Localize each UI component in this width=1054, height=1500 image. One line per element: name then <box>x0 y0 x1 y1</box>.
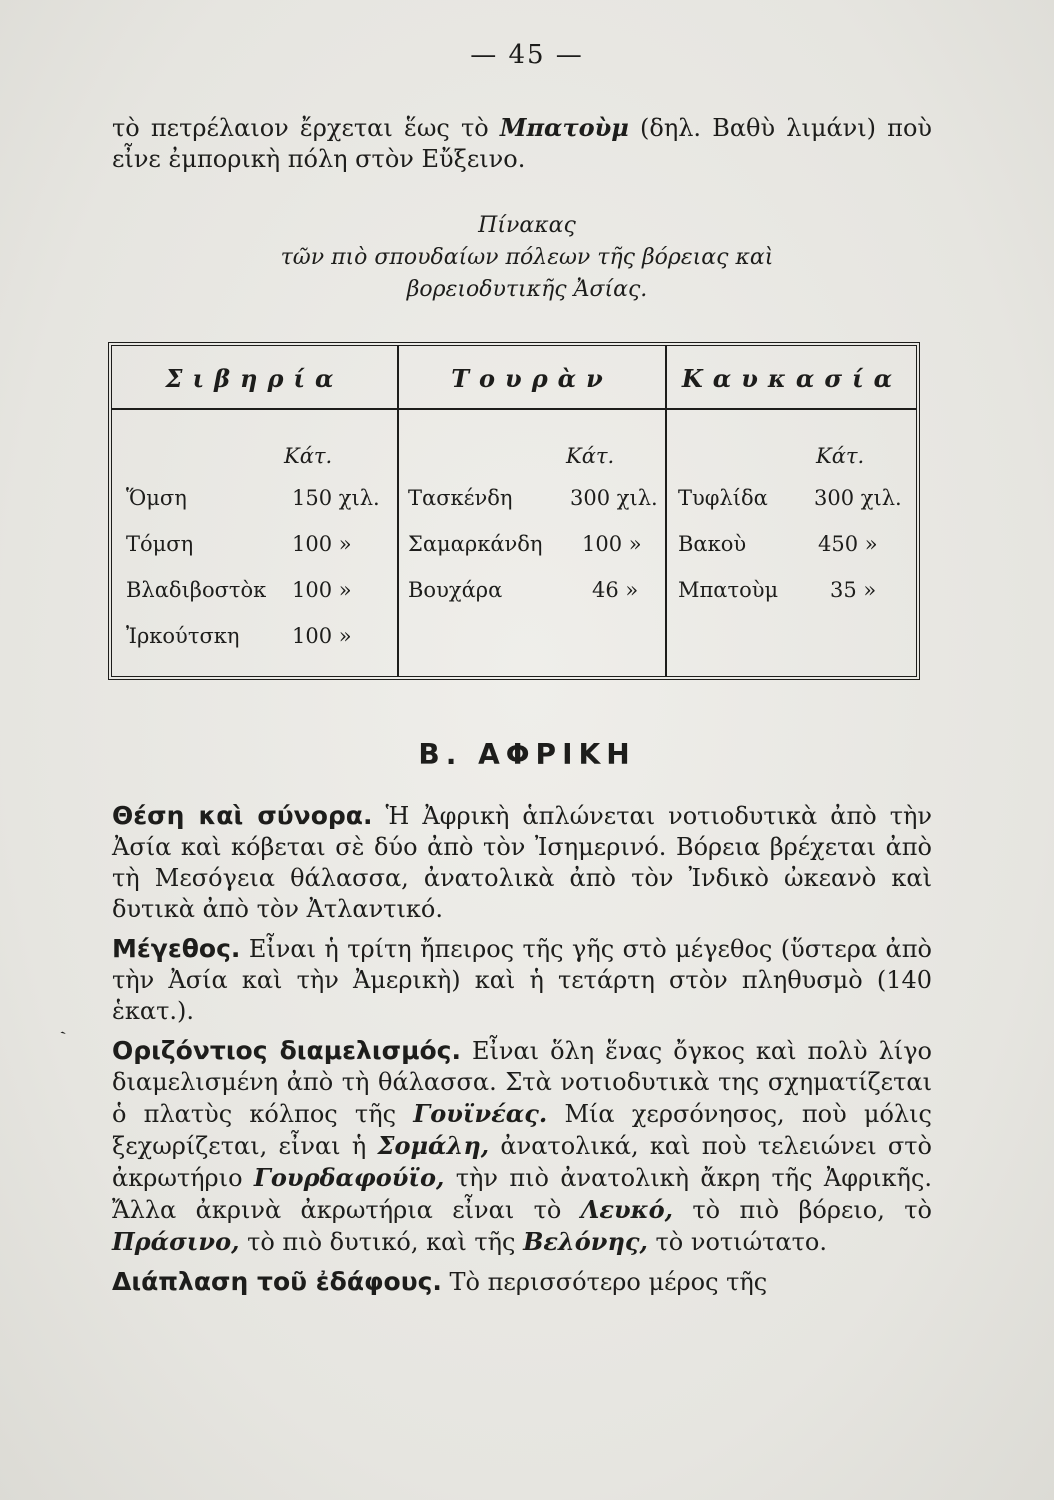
table-value: 450 » <box>818 532 878 556</box>
table-caption-line3: βορειοδυτικῆς Ἀσίας. <box>406 277 648 302</box>
emphasis-guardafui: Γουρδαφούϊο, <box>253 1163 445 1192</box>
emphasis-guinea: Γουϊνέας. <box>413 1099 548 1128</box>
emphasis-somalia: Σομάλη, <box>377 1131 490 1160</box>
kat-label-2: Κάτ. <box>566 444 615 468</box>
paragraph-position <box>112 800 932 925</box>
paragraph-text: Εἶναι ὅλη ἕνας ὄγκος καὶ πολὺ λίγο διαμελισμένη ἀπὸ τὴ θάλασσα. Στὰ νοτιοδυτικὰ της σχηματίζεται ὁ πλατὺς κόλπος τῆς <box>112 1037 932 1128</box>
emphasis-white-cape: Λευκό, <box>580 1195 673 1224</box>
table-value: 46 » <box>592 578 639 602</box>
table-row: Βακοὺ <box>678 532 747 556</box>
header-turan: Τουρὰν <box>451 364 613 393</box>
table-row: Μπατοὺμ <box>678 578 779 602</box>
table-row: Τυφλίδα <box>678 486 768 510</box>
table-value: 300 χιλ. <box>814 486 902 510</box>
section-title: Β. ΑΦΡΙΚΗ <box>418 738 636 771</box>
paragraph-text: Ἡ Ἀφρικὴ ἁπλώνεται νοτιοδυτικὰ ἀπὸ τὴν Ἀσία καὶ κόβεται σὲ δύο ἀπὸ τὸν Ἰσημερινό. Βόρεια βρέχεται ἀπὸ τὴ Μεσόγεια θάλασσα, ἀνατολικὰ ἀπὸ τὸν Ἰνδικὸ ὠκεανὸ καὶ δυτικὰ ἀπὸ τὸν Ἀτλαντικό. <box>112 802 932 923</box>
table-value: 100 » <box>292 578 352 602</box>
subheading-position: Θέση καὶ σύνορα. <box>112 801 373 830</box>
intro-paragraph <box>112 112 932 175</box>
table-divider-2 <box>665 346 667 676</box>
africa-body <box>112 800 932 1306</box>
paragraph-text: τὸ πιὸ δυτικό, καὶ τῆς <box>239 1228 524 1256</box>
kat-label-3: Κάτ. <box>816 444 865 468</box>
table-row: Ὅμση <box>126 486 187 510</box>
table-value: 100 » <box>292 532 352 556</box>
header-caucasia: Καυκασία <box>681 364 903 393</box>
page-number: — 45 — <box>470 40 584 70</box>
table-caption-title: Πίνακας <box>478 213 576 238</box>
table-row: Βουχάρα <box>408 578 503 602</box>
intro-text-1: τὸ πετρέλαιον ἔρχεται ἕως τὸ <box>112 114 500 142</box>
header-siberia: Σιβηρία <box>165 364 344 393</box>
intro-emphasis-batum: Μπατοὺμ <box>499 113 629 142</box>
paragraph-terrain <box>112 1266 932 1298</box>
table-row: Τασκένδη <box>408 486 513 510</box>
table-value: 100 » <box>292 624 352 648</box>
subheading-terrain: Διάπλαση τοῦ ἐδάφους. <box>112 1267 442 1296</box>
subheading-coastline: Οριζόντιος διαμελισμός. <box>112 1036 461 1065</box>
table-value: 35 » <box>830 578 877 602</box>
paragraph-text: ἀνατολικά, καὶ ποὺ τελειώνει στὸ ἀκρωτήριο <box>112 1132 932 1192</box>
subheading-size: Μέγεθος. <box>112 934 241 963</box>
paragraph-text: τὸ νοτιώτατο. <box>647 1228 827 1256</box>
paragraph-coastline <box>112 1035 932 1258</box>
table-value: 100 » <box>582 532 642 556</box>
table-row: Τόμση <box>126 532 194 556</box>
table-header-rule <box>112 408 916 410</box>
table-caption-line2: τῶν πιὸ σπουδαίων πόλεων τῆς βόρειας καὶ <box>280 245 774 270</box>
paragraph-size <box>112 933 932 1027</box>
cities-table <box>108 342 920 680</box>
paragraph-text: τὸ πιὸ βόρειο, τὸ <box>672 1196 932 1224</box>
intro-text-2: (δηλ. Βαθὺ λιμάνι) ποὺ εἶνε ἐμπορικὴ πόλη στὸν Εὔξεινο. <box>112 114 932 173</box>
table-row: Βλαδιβοστὸκ <box>126 578 267 602</box>
margin-mark: ˏ <box>51 1011 68 1037</box>
table-row: Σαμαρκάνδη <box>408 532 543 556</box>
table-value: 300 χιλ. <box>570 486 658 510</box>
kat-label-1: Κάτ. <box>284 444 333 468</box>
paragraph-text: Μία χερσόνησος, ποὺ μόλις ξεχωρίζεται, εἶναι ἡ <box>112 1100 932 1160</box>
table-row: Ἰρκούτσκη <box>126 624 240 648</box>
table-divider-1 <box>397 346 399 676</box>
paragraph-text: Τὸ περισσότερο μέρος τῆς <box>441 1268 768 1296</box>
emphasis-green-cape: Πράσινο, <box>112 1227 240 1256</box>
paragraph-text: Εἶναι ἡ τρίτη ἤπειρος τῆς γῆς στὸ μέγεθος (ὕστερα ἀπὸ τὴν Ἀσία καὶ τὴν Ἀμερικὴ) καὶ ἡ τετάρτη στὸν πληθυσμὸ (140 ἑκατ.). <box>112 935 932 1025</box>
table-value: 150 χιλ. <box>292 486 380 510</box>
paragraph-text: τὴν πιὸ ἀνατολικὴ ἄκρη τῆς Ἀφρικῆς. Ἄλλα ἀκρινὰ ἀκρωτήρια εἶναι τὸ <box>112 1164 933 1224</box>
emphasis-needle-cape: Βελόνης, <box>523 1227 648 1256</box>
